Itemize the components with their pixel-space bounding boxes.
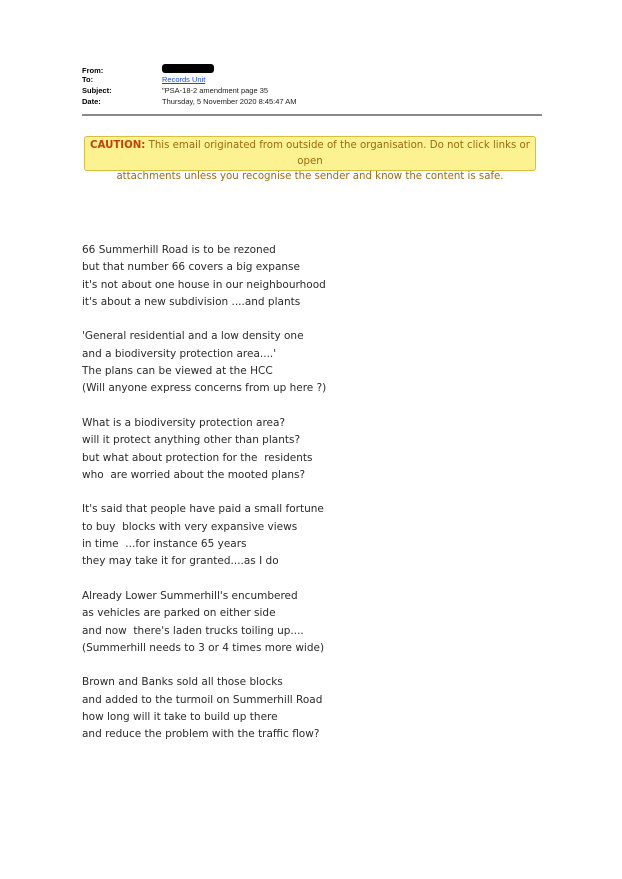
poem-line: it's about a new subdivision ....and plants <box>82 295 301 308</box>
subject-label: Subject: <box>82 86 112 95</box>
poem-line: (Will anyone express concerns from up here ?) <box>82 382 327 395</box>
poem-line: The plans can be viewed at the HCC <box>82 365 273 378</box>
to-label: To: <box>82 75 94 84</box>
poem-stanza <box>82 415 326 484</box>
poem-line: but what about protection for the residents <box>82 451 313 464</box>
poem-stanza <box>82 242 326 311</box>
email-header <box>82 63 542 107</box>
poem-stanza <box>82 501 326 570</box>
poem-line: and now there's laden trucks toiling up.... <box>82 624 304 637</box>
date-label: Date: <box>82 97 101 106</box>
poem-line: in time ...for instance 65 years <box>82 538 247 551</box>
poem-stanza <box>82 674 326 743</box>
poem-line: (Summerhill needs to 3 or 4 times more wide) <box>82 641 325 654</box>
poem-line: but that number 66 covers a big expanse <box>82 261 300 274</box>
date-value: Thursday, 5 November 2020 8:45:47 AM <box>162 97 297 106</box>
date-row <box>82 96 542 107</box>
poem-line: Brown and Banks sold all those blocks <box>82 676 283 689</box>
poem-line: 66 Summerhill Road is to be rezoned <box>82 244 276 256</box>
poem-line: and reduce the problem with the traffic flow? <box>82 728 320 741</box>
poem-line: and added to the turmoil on Summerhill Road <box>82 693 323 706</box>
poem-stanza <box>82 588 326 657</box>
poem-line: they may take it for granted....as I do <box>82 555 279 568</box>
header-divider <box>82 114 542 116</box>
poem-line: and a biodiversity protection area....' <box>82 347 277 360</box>
poem-line: as vehicles are parked on either side <box>82 607 276 620</box>
from-label: From: <box>82 66 104 75</box>
poem-stanza <box>82 328 326 397</box>
redacted-sender <box>162 64 214 73</box>
poem-line: to buy blocks with very expansive views <box>82 520 298 533</box>
caution-line-1 <box>85 138 535 169</box>
poem-line: Already Lower Summerhill's encumbered <box>82 589 298 602</box>
to-recipient-link[interactable]: Records Unit <box>162 75 206 84</box>
caution-label: CAUTION: <box>90 140 146 151</box>
to-row <box>82 74 542 85</box>
poem-line: how long will it take to build up there <box>82 711 278 724</box>
caution-text-2: attachments unless you recognise the sender and know the content is safe. <box>116 171 504 182</box>
poem-line: What is a biodiversity protection area? <box>82 416 286 429</box>
email-body-poem <box>82 242 326 761</box>
from-row <box>82 63 542 74</box>
caution-banner <box>84 136 536 182</box>
poem-line: 'General residential and a low density one <box>82 330 304 343</box>
poem-line: who are worried about the mooted plans? <box>82 468 306 481</box>
poem-line: will it protect anything other than plants? <box>82 434 301 447</box>
poem-line: It's said that people have paid a small fortune <box>82 503 324 516</box>
subject-row <box>82 85 542 96</box>
poem-line: it's not about one house in our neighbourhood <box>82 278 326 291</box>
subject-value: "PSA-18-2 amendment page 35 <box>162 86 269 95</box>
caution-text-1: This email originated from outside of the organisation. Do not click links or open <box>145 140 530 167</box>
